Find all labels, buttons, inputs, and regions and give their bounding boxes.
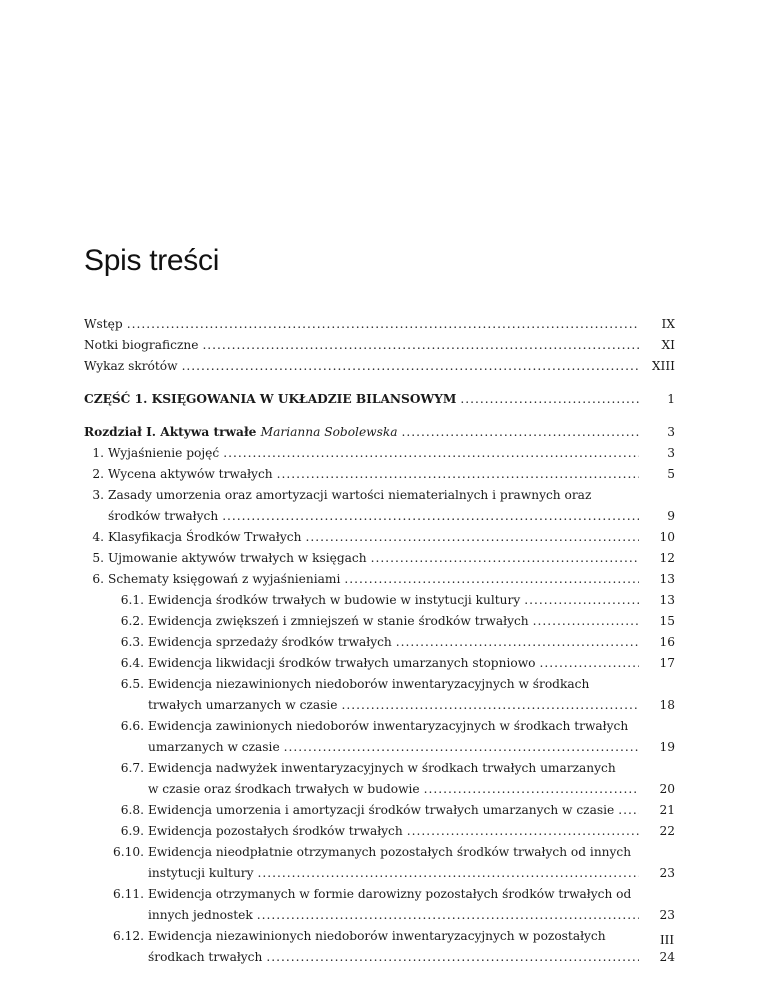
- dot-leader: [305, 527, 639, 548]
- entry-label: Ewidencja otrzymanych w formie darowizny pozostałych środków trwałych od: [148, 887, 632, 901]
- entry-number: 6.7.: [120, 761, 144, 775]
- toc-line: [84, 443, 675, 464]
- entry-label: Wycena aktywów trwałych: [108, 467, 273, 481]
- page-ref: 17: [659, 656, 675, 670]
- dot-leader: [266, 947, 639, 968]
- page-ref: 23: [659, 908, 675, 922]
- dot-leader: [407, 821, 639, 842]
- entry-text: [108, 464, 639, 485]
- dot-leader: [618, 800, 639, 821]
- entry-text: [148, 821, 639, 842]
- entry-text: [148, 800, 639, 821]
- dot-leader: [223, 443, 639, 464]
- page-ref: 19: [659, 740, 675, 754]
- dot-leader: [284, 737, 639, 758]
- entry-number: 1.: [92, 446, 104, 460]
- entry-text: [148, 863, 639, 884]
- dot-leader: [539, 653, 639, 674]
- dot-leader: [424, 779, 639, 800]
- toc-line: [84, 632, 675, 653]
- entry-label: umarzanych w czasie: [148, 740, 280, 754]
- toc-line: [84, 422, 675, 443]
- entry-label: środków trwałych: [108, 509, 219, 523]
- page-ref: 16: [659, 635, 675, 649]
- entry-label: Ewidencja zwiększeń i zmniejszeń w stanie środków trwałych: [148, 614, 529, 628]
- page-ref: IX: [661, 317, 675, 331]
- entry-text: [148, 590, 639, 611]
- dot-leader: [460, 389, 639, 410]
- dot-leader: [202, 335, 639, 356]
- toc-line: [84, 485, 675, 506]
- entry-number: 6.3.: [120, 635, 144, 649]
- page-ref: 23: [659, 866, 675, 880]
- entry-text: [148, 737, 639, 758]
- page-ref: 18: [659, 698, 675, 712]
- entry-label: Ewidencja sprzedaży środków trwałych: [148, 635, 392, 649]
- entry-label: Rozdział I. Aktywa trwałe Marianna Sobolewska: [84, 425, 398, 439]
- dot-leader: [371, 548, 639, 569]
- dot-leader: [344, 569, 639, 590]
- entry-text: [148, 947, 639, 968]
- entry-text: [84, 314, 639, 335]
- entry-text: [108, 548, 639, 569]
- entry-label: Ewidencja pozostałych środków trwałych: [148, 824, 403, 838]
- toc-line: [84, 389, 675, 410]
- entry-label: Wstęp: [84, 317, 123, 331]
- toc-line: [84, 800, 675, 821]
- entry-label: trwałych umarzanych w czasie: [148, 698, 338, 712]
- toc-line: [84, 674, 675, 695]
- entry-label: instytucji kultury: [148, 866, 254, 880]
- entry-number: 3.: [92, 488, 104, 502]
- dot-leader: [182, 356, 639, 377]
- dot-leader: [396, 632, 639, 653]
- entry-number: 6.9.: [120, 824, 144, 838]
- entry-text: [108, 569, 639, 590]
- entry-label: Ewidencja niezawinionych niedoborów inwentaryzacyjnych w pozostałych: [148, 929, 606, 943]
- dot-leader: [402, 422, 639, 443]
- page-ref: 9: [667, 509, 675, 523]
- toc-line: [84, 611, 675, 632]
- page-number: III: [660, 933, 674, 948]
- entry-label: Ewidencja likwidacji środków trwałych umarzanych stopniowo: [148, 656, 536, 670]
- entry-number: 6.5.: [120, 677, 144, 691]
- dot-leader: [257, 905, 639, 926]
- entry-number: 6.: [92, 572, 104, 586]
- page-ref: 22: [659, 824, 675, 838]
- page-ref: 21: [659, 803, 675, 817]
- entry-text: [84, 356, 639, 377]
- toc-line: [84, 335, 675, 356]
- entry-number: 6.2.: [120, 614, 144, 628]
- toc-line: [84, 716, 675, 737]
- dot-leader: [533, 611, 639, 632]
- table-of-contents: [84, 314, 675, 968]
- entry-number: 6.4.: [120, 656, 144, 670]
- entry-text: [84, 335, 639, 356]
- toc-line: [84, 905, 675, 926]
- entry-number: 6.8.: [120, 803, 144, 817]
- entry-text: [84, 389, 639, 410]
- page-ref: 5: [667, 467, 675, 481]
- page-ref: XI: [661, 338, 675, 352]
- entry-label: Ewidencja środków trwałych w budowie w instytucji kultury: [148, 593, 521, 607]
- toc-line: [84, 506, 675, 527]
- entry-label: Ewidencja nadwyżek inwentaryzacyjnych w środkach trwałych umarzanych: [148, 761, 616, 775]
- toc-line: [84, 314, 675, 335]
- toc-line: [84, 548, 675, 569]
- page-ref: 3: [667, 446, 675, 460]
- entry-label: Wykaz skrótów: [84, 359, 178, 373]
- entry-label: Ewidencja nieodpłatnie otrzymanych pozostałych środków trwałych od innych: [148, 845, 632, 859]
- page-ref: 12: [659, 551, 675, 565]
- entry-label: Ewidencja zawinionych niedoborów inwentaryzacyjnych w środkach trwałych: [148, 719, 629, 733]
- toc-line: [84, 356, 675, 377]
- toc-line: [84, 884, 675, 905]
- entry-text: [108, 506, 639, 527]
- dot-leader: [127, 314, 639, 335]
- toc-line: [84, 947, 675, 968]
- entry-label: w czasie oraz środkach trwałych w budowie: [148, 782, 420, 796]
- toc-line: [84, 737, 675, 758]
- entry-text: [148, 779, 639, 800]
- dot-leader: [277, 464, 639, 485]
- entry-number: 6.11.: [112, 887, 144, 901]
- entry-text: [84, 422, 639, 443]
- page-ref: XIII: [651, 359, 675, 373]
- entry-label: Klasyfikacja Środków Trwałych: [108, 530, 302, 544]
- toc-line: [84, 779, 675, 800]
- entry-text: [108, 443, 639, 464]
- toc-line: [84, 590, 675, 611]
- dot-leader: [222, 506, 639, 527]
- toc-line: [84, 842, 675, 863]
- toc-line: [84, 653, 675, 674]
- entry-label: Wyjaśnienie pojęć: [108, 446, 220, 460]
- entry-label: Zasady umorzenia oraz amortyzacji wartości niematerialnych i prawnych oraz: [108, 488, 592, 502]
- page-ref: 13: [659, 593, 675, 607]
- entry-text: [148, 632, 639, 653]
- dot-leader: [524, 590, 639, 611]
- page-ref: 24: [659, 950, 675, 964]
- page-title: Spis treści: [84, 244, 220, 277]
- entry-label: środkach trwałych: [148, 950, 263, 964]
- entry-label: innych jednostek: [148, 908, 253, 922]
- entry-author: Marianna Sobolewska: [260, 425, 398, 439]
- entry-number: 4.: [92, 530, 104, 544]
- toc-line: [84, 926, 675, 947]
- toc-line: [84, 569, 675, 590]
- toc-line: [84, 863, 675, 884]
- entry-number: 2.: [92, 467, 104, 481]
- entry-number: 6.6.: [120, 719, 144, 733]
- toc-line: [84, 464, 675, 485]
- entry-text: [148, 653, 639, 674]
- entry-text: [108, 527, 639, 548]
- entry-label: CZĘŚĆ 1. KSIĘGOWANIA W UKŁADZIE BILANSOWYM: [84, 392, 457, 406]
- entry-number: 6.1.: [120, 593, 144, 607]
- page-ref: 13: [659, 572, 675, 586]
- entry-label: Schematy księgowań z wyjaśnieniami: [108, 572, 341, 586]
- toc-line: [84, 695, 675, 716]
- entry-label: Ewidencja umorzenia i amortyzacji środków trwałych umarzanych w czasie: [148, 803, 615, 817]
- entry-text: [148, 695, 639, 716]
- entry-number: 6.12.: [112, 929, 144, 943]
- dot-leader: [341, 695, 639, 716]
- entry-label: Notki biograficzne: [84, 338, 199, 352]
- toc-line: [84, 758, 675, 779]
- page-ref: 10: [659, 530, 675, 544]
- page-ref: 3: [667, 425, 675, 439]
- entry-label: Ewidencja niezawinionych niedoborów inwentaryzacyjnych w środkach: [148, 677, 590, 691]
- page-ref: 1: [667, 392, 675, 406]
- entry-text: [148, 905, 639, 926]
- page-ref: 20: [659, 782, 675, 796]
- toc-line: [84, 527, 675, 548]
- entry-number: 6.10.: [112, 845, 144, 859]
- entry-number: 5.: [92, 551, 104, 565]
- page-ref: 15: [659, 614, 675, 628]
- entry-label: Ujmowanie aktywów trwałych w księgach: [108, 551, 367, 565]
- dot-leader: [258, 863, 640, 884]
- toc-line: [84, 821, 675, 842]
- entry-text: [148, 611, 639, 632]
